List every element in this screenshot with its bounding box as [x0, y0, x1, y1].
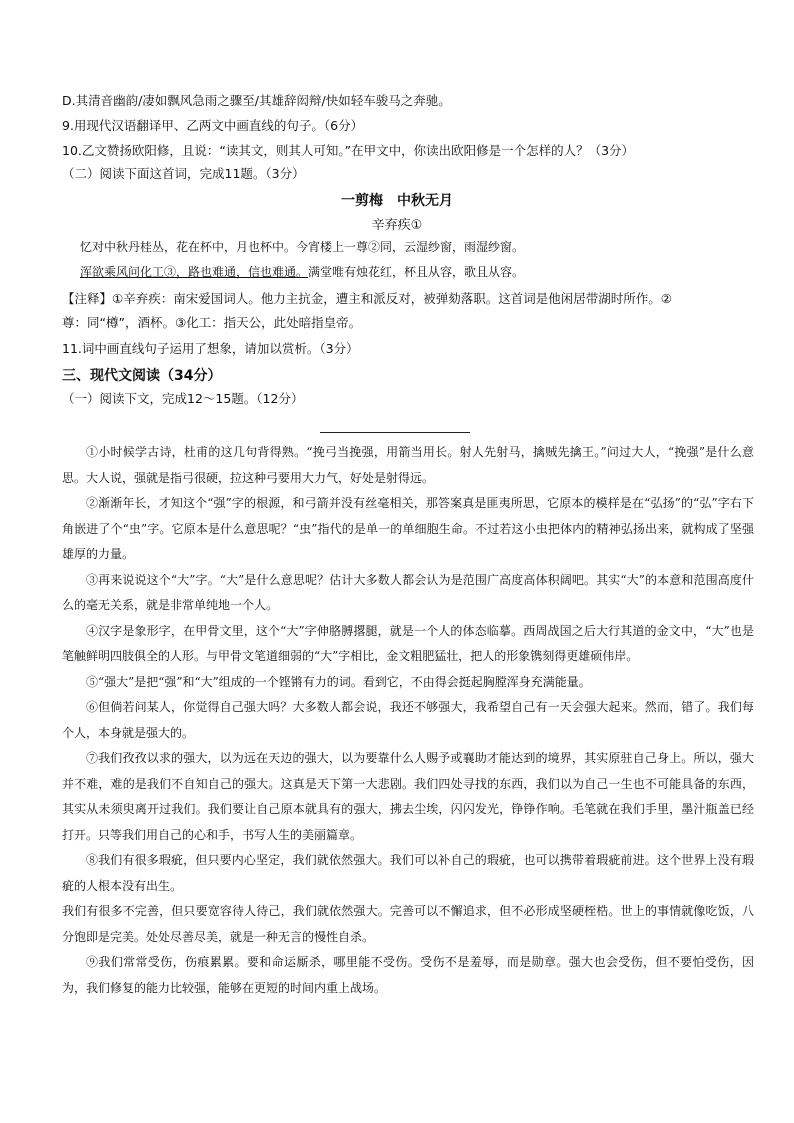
section-2-heading: （二）阅读下面这首词，完成11题。（3分） [62, 166, 305, 181]
essay-paragraph-1: ①小时候学古诗，杜甫的这几句背得熟。“挽弓当挽强，用箭当用长。射人先射马，擒贼先擒王。”问过大人，“挽强”是什么意思。大人说，强就是指弓很硬，拉这种弓要用大力气，好处是射得远。 [62, 445, 754, 485]
question-10: 10.乙文赞扬欧阳修，且说：“读其文，则其人可知。”在甲文中，你读出欧阳修是一个怎样的人？（3分） [62, 143, 635, 158]
divider-line [320, 432, 470, 433]
poem-underlined-phrase: 浑欲乘风问化工③，路也难通，信也难通。 [80, 265, 309, 279]
section-3-title: 三、现代文阅读（34分） [62, 368, 222, 384]
essay-paragraph-8b: 我们有很多不完善，但只要宽容待人待己，我们就依然强大。完善可以不懈追求，但不必形成坚硬桎梏。世上的事情就像吃饭，八分饱即是完美。处处尽善尽美，就是一种无言的慢性自杀。 [62, 904, 754, 944]
option-d: D.其清音幽韵/凄如飘风急雨之骤至/其雄辞闳辩/快如轻车骏马之奔驰。 [62, 93, 451, 108]
essay-paragraph-5: ⑤“强大”是把“强”和“大”组成的一个铿锵有力的词。看到它，不由得会挺起胸膛浑身充满能量。 [86, 674, 591, 689]
essay-paragraph-3: ③再来说说这个“大”字。“大”是什么意思呢？估计大多数人都会认为是范围广高度高体积阔吧。其实“大”的本意和范围高度什么的毫无关系，就是非常单纯地一个人。 [62, 572, 754, 612]
essay-paragraph-8a: ⑧我们有很多瑕疵，但只要内心坚定，我们就依然强大。我们可以补自己的瑕疵，也可以携带着瑕疵前进。这个世界上没有瑕疵的人根本没有出生。 [62, 853, 754, 893]
question-9: 9.用现代汉语翻译甲、乙两文中画直线的句子。（6分） [62, 118, 364, 133]
poem-note-2: 尊：同“樽”，酒杯。③化工：指天公，此处暗指皇帝。 [62, 315, 362, 330]
poem-title: 一剪梅 中秋无月 [341, 193, 453, 209]
essay-body [62, 440, 754, 1001]
poem-line-1: 忆对中秋丹桂丛，花在杯中，月也杯中。今宵楼上一尊②同，云湿纱窗，雨湿纱窗。 [80, 240, 525, 254]
section-3-sub: （一）阅读下文，完成12～15题。（12分） [62, 391, 304, 406]
essay-paragraph-4: ④汉字是象形字，在甲骨文里，这个“大”字伸胳膊撂腿，就是一个人的体态临摹。西周战国之后大行其道的金文中，“大”也是笔触鲜明四肢俱全的人形。与甲骨文笔道细弱的“大”字相比，金文粗肥猛壮，把人的形象镌刻得更雄硕伟岸。 [62, 623, 754, 663]
poem-line-2-rest: 满堂唯有烛花红，杯且从容，歌且从容。 [308, 265, 525, 279]
essay-paragraph-9: ⑨我们常常受伤，伤痕累累。要和命运厮杀，哪里能不受伤。受伤不是羞辱，而是勋章。强大也会受伤，但不要怕受伤，因为，我们修复的能力比较强，能够在更短的时间内重上战场。 [62, 955, 754, 995]
essay-paragraph-6: ⑥但倘若问某人，你觉得自己强大吗？大多数人都会说，我还不够强大，我希望自己有一天会强大起来。然而，错了。我们每个人，本身就是强大的。 [62, 700, 754, 740]
poem-note-1: 【注释】①辛弃疾：南宋爱国词人。他力主抗金，遭主和派反对，被弹劾落职。这首词是他闲居带湖时所作。② [62, 291, 672, 306]
essay-paragraph-2: ②渐渐年长，才知这个“强”字的根源，和弓箭并没有丝毫相关，那答案真是匪夷所思，它原本的模样是在“弘扬”的“弘”字右下角嵌进了个“虫”字。它原本是什么意思呢？“虫”指代的是单一的单细胞生命。不过若这小虫把体内的精神弘扬出来，就构成了坚强雄厚的力量。 [62, 496, 754, 561]
question-11: 11.词中画直线句子运用了想象，请加以赏析。（3分） [62, 341, 359, 356]
poem-line-2 [80, 263, 730, 281]
poem-author: 辛弃疾① [371, 218, 423, 233]
essay-paragraph-7: ⑦我们孜孜以求的强大，以为远在天边的强大，以为要靠什么人赐予或襄助才能达到的境界，其实原驻自己身上。所以，强大并不难，难的是我们不自知自己的强大。这真是天下第一大悲剧。我们四处寻找的东西，我们以为自己一生也不可能具备的东西，其实从未须臾离开过我们。我们要让自己原本就具有的强大，拂去尘埃，闪闪发光，铮铮作响。毛笔就在我们手里，墨汁瓶盖已经打开。只等我们用自己的心和手，书写人生的美丽篇章。 [62, 751, 754, 842]
